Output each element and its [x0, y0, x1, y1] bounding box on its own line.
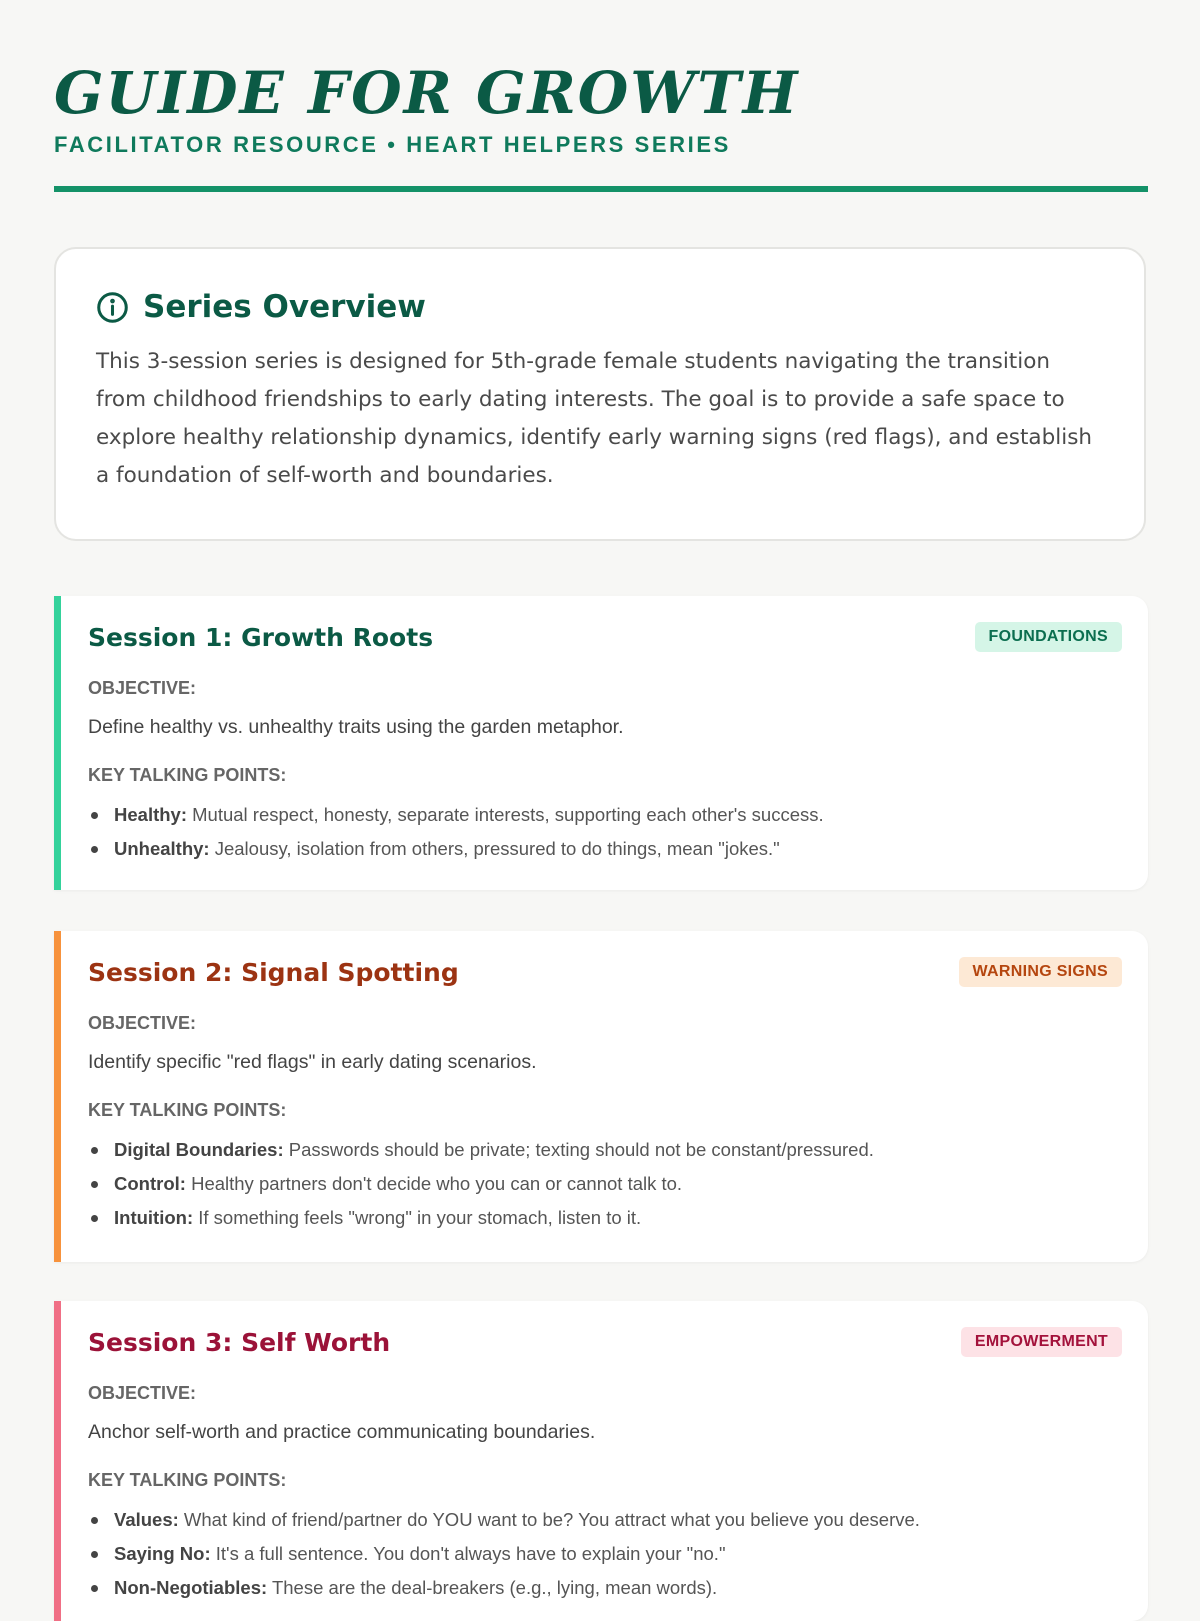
overview-heading: [96, 289, 1106, 325]
session-title: Session 3: Self Worth: [88, 1327, 391, 1357]
overview-title: Series Overview: [143, 289, 426, 325]
list-item: Non-Negotiables: These are the deal-breakers (e.g., lying, mean words).: [88, 1571, 1122, 1605]
overview-text: This 3-session series is designed for 5th-grade female students navigating the transition from childhood friendships to early dating interests. The goal is to provide a safe space to explore healthy relationship dynamics, identify early warning signs (red flags), and establish a foundation of self-worth and boundaries.: [96, 349, 1093, 488]
session-accent-bar: [54, 1301, 61, 1621]
talking-points-list: [88, 798, 1122, 866]
list-item: Values: What kind of friend/partner do YOU want to be? You attract what you believe you deserve.: [88, 1503, 1122, 1537]
list-item: Saying No: It's a full sentence. You don't always have to explain your "no.": [88, 1537, 1122, 1571]
session-title: Session 2: Signal Spotting: [88, 957, 459, 987]
talking-points-label: KEY TALKING POINTS:: [88, 1470, 287, 1490]
header-divider: [54, 186, 1148, 192]
talking-points-label: KEY TALKING POINTS:: [88, 765, 287, 785]
objective-label: OBJECTIVE:: [88, 1013, 197, 1033]
session-card-3: [54, 1301, 1148, 1621]
list-item: Healthy: Mutual respect, honesty, separate interests, supporting each other's success.: [88, 798, 1122, 832]
talking-points-list: [88, 1503, 1122, 1605]
talking-points-label: KEY TALKING POINTS:: [88, 1100, 287, 1120]
session-accent-bar: [54, 931, 61, 1262]
page-title: GUIDE FOR GROWTH: [54, 59, 800, 127]
session-title: Session 1: Growth Roots: [88, 622, 434, 652]
objective-label: OBJECTIVE:: [88, 678, 197, 698]
list-item: Digital Boundaries: Passwords should be private; texting should not be constant/pressured.: [88, 1133, 1122, 1167]
page-subtitle: FACILITATOR RESOURCE • HEART HELPERS SERIES: [54, 132, 731, 157]
objective-text: Anchor self-worth and practice communicating boundaries.: [88, 1421, 596, 1443]
list-item: Control: Healthy partners don't decide who you can or cannot talk to.: [88, 1167, 1122, 1201]
session-badge: WARNING SIGNS: [959, 957, 1122, 987]
list-item: Unhealthy: Jealousy, isolation from others, pressured to do things, mean "jokes.": [88, 832, 1122, 866]
talking-points-list: [88, 1133, 1122, 1235]
session-accent-bar: [54, 596, 61, 890]
session-badge: EMPOWERMENT: [961, 1327, 1122, 1357]
objective-text: Define healthy vs. unhealthy traits using the garden metaphor.: [88, 716, 624, 738]
session-card-2: [54, 931, 1148, 1262]
info-icon: [96, 291, 129, 324]
session-card-1: [54, 596, 1148, 890]
page-header: [54, 58, 1148, 158]
series-overview-card: [54, 247, 1146, 541]
session-badge: FOUNDATIONS: [975, 622, 1122, 652]
list-item: Intuition: If something feels "wrong" in your stomach, listen to it.: [88, 1201, 1122, 1235]
objective-label: OBJECTIVE:: [88, 1383, 197, 1403]
objective-text: Identify specific "red flags" in early dating scenarios.: [88, 1051, 537, 1073]
